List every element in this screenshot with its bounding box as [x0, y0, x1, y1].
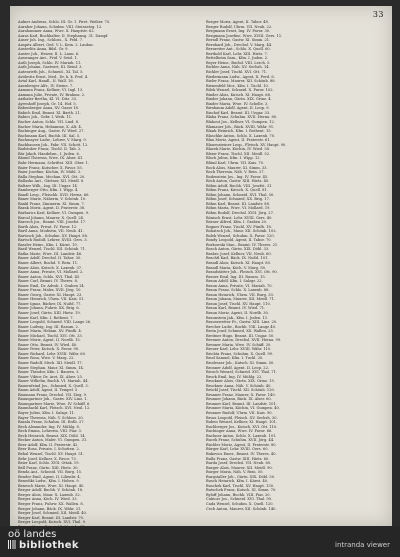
directory-entry: Brausewetter Fr., Gastw. XIII. Linz. 20. [206, 320, 278, 325]
directory-entry: Brunner Franz, Maurer, X. Favor. 140. [206, 392, 276, 397]
directory-entry: Autenrieth Joh., Schneid., XI. Tal. 5. [18, 70, 84, 75]
directory-entry: Bock Theresia, Näh. V. Rein. 27. [206, 170, 265, 175]
directory-entry: Biedermann Ludw., Agent, II. Ferd. 6. [206, 74, 275, 79]
directory-entry: Aurahammer Anna, Wwe. X. Hauptstr. 62. [18, 29, 95, 34]
directory-entry: Berger Anna, Köch. IV. Wied. 33. [18, 497, 78, 502]
directory-entry: Brückl Josef, Tischl. XII. Schönb. 120. [206, 388, 275, 393]
directory-entry: Braun Josef, Tischl. XV. Haupt. 110. [206, 301, 271, 306]
directory-entry: Börner Alfred, Kfm. I. Graben 20. [206, 220, 268, 225]
directory-entry: Breitner Hugo, Beamt. III. Ungar. 50. [206, 333, 275, 338]
directory-entry: Bachmann Karl, Buchb. III. Sal. 5. [18, 133, 81, 138]
directory-entry: Bauer Peter, Kutsch. X. Favor. 90. [18, 347, 80, 352]
directory-entry: Bauer Ignaz, Bäcker, IX. Nußd. 77. [18, 301, 82, 306]
directory-entry: Barak Moriz, Agent, II. Praterstr. 38. [18, 206, 86, 211]
directory-entry: Brenner Maria, Wwe. IV. Schäff. 20. [206, 342, 272, 347]
directory-entry: Bauernfeind Jos., Schmied, X. Quell. 3. [18, 383, 89, 388]
directory-entry: Braun Moriz, Agent, II. Nordb. 30. [206, 311, 269, 315]
logo-line1: oö landes [8, 529, 57, 540]
directory-entry: Blauensteiner Leop., Fleisch. XV. Haupt. 90. [206, 142, 287, 147]
directory-entry: Bachinger Aug., Gastw. IV. Wied. 27. [18, 129, 85, 134]
directory-entry: Berger Josef, Schmied, XII. Meidl. 40. [18, 511, 87, 516]
directory-entry: Austerlitz Anna, Bilsl. Gr. 9. [18, 47, 69, 52]
directory-entry: Bauer Rudolf, Mech. XII. Meidl. 17. [18, 361, 83, 366]
directory-entry: Auraber Johann, Schubm. VIII. Steinsetzg. 12. [18, 24, 103, 29]
directory-entry: Byloff Johann, Buchh. VIII. Piar. 20. [206, 492, 271, 497]
right-column [206, 20, 384, 511]
directory-entry: Ballasko Ant., Gärtner, XII. Meidl. 8. [18, 179, 85, 184]
directory-entry: Bauer Leopold, Schneid. VIII. Lange 26. [18, 320, 92, 325]
directory-entry: Bettelheim Sam., Kfm. I. Juden. 2. [206, 56, 269, 61]
scanned-page [10, 6, 392, 526]
directory-entry: Berndl Franz, Gastw. XI. Simm. 21. [206, 38, 271, 43]
logo-line2: bibliothek [8, 540, 79, 551]
directory-entry: Borkowski Stan., Beamt. IV. Theres. 21. [206, 242, 279, 247]
directory-entry: Bleier Franz, Tischl. XII. Meidl. 52. [206, 151, 271, 156]
directory-entry: Bichler Josef, Tischl. XVI. Ott. 71. [206, 70, 268, 75]
directory-entry: Behr Josef, Kellner, X. Favor. 73. [18, 456, 77, 461]
directory-entry: Berger Leopold, Kutsch. XVI. Thal. 9. [18, 520, 87, 525]
directory-entry: Braun Adolf, Kfm. I. Salzgr. 22. [206, 279, 263, 284]
directory-entry: Bauer Karl, Kfm. I. Rothent. 7. [18, 315, 74, 320]
directory-entry: Brenner Anton, Drechsl. XVII. Herna. 99. [206, 338, 282, 343]
directory-entry: Ayrenhoff Joseph, Gr. 14. Hof. 5. [18, 101, 77, 106]
directory-entry: Bauer Albert, Buchd. V. Rein. 11. [18, 260, 79, 265]
directory-entry: Bilek Wenzel, Schneid. X. Favor. 102. [206, 88, 274, 93]
directory-entry: Beck Heinrich, Beamt. XIX. Döbl. 14. [18, 433, 86, 438]
directory-entry: Berger Adolf, Buchb. V. Schönb. 18. [18, 488, 84, 493]
directory-entry: Bauer Carl, Beamt. IV. Theres. 8. [18, 279, 79, 284]
directory-entry: Bauer Otto, Beamt. IV. Wied. 40. [18, 342, 78, 347]
directory-entry: Burger Maria, Näh. V. Rein. 50. [206, 470, 264, 475]
directory-entry: Buschek Karl, Tischl. XV. Haupt. 130. [206, 483, 275, 488]
directory-entry: Beyer Heinr., Buchd. VIII. Lerch. 5. [206, 60, 271, 65]
directory-entry: Binder Maria, Wwe. IV. Schelle. 3. [206, 101, 269, 106]
directory-entry: Aulner Andreas, Schlo. III. Gr. 1. Piret. Weiber. 70. [18, 20, 111, 24]
directory-entry: Butschek Franz, Kutsch. XI. Simm. 70. [206, 488, 277, 493]
directory-entry: Bruck Emil, Ing. IV. Mühlg. 22. [206, 374, 263, 379]
directory-entry: Blamauer Joh., Bäck. XVIII. Währ. 91. [206, 124, 275, 129]
directory-entry: Breuer Karl, Lehr. XVIII. Währ. 110. [206, 347, 272, 352]
directory-entry: Babics Joh., Gebr. I. Weih. 11. [18, 115, 73, 120]
directory-entry: Bernreiter Ant., Schlo. X. Quell. 60. [206, 47, 271, 52]
directory-entry: Baner Marie, Näherin, V. Schönb. 10. [18, 197, 87, 202]
directory-entry: Baumann Franz, Drechsl. VII. Zieg. 9. [18, 392, 88, 397]
directory-entry: Bauer Ludwig, Ing. III. Rasum. 2. [18, 324, 79, 329]
directory-entry: Barbarics Karl, Kellner, VI. Gumpen. 9. [18, 210, 90, 215]
directory-entry: Bär Jakob, Handelsm., I. Juden. 6. [18, 151, 80, 156]
directory-entry: Böck Anton, Gastw. XIII. Hietz. 40. [206, 179, 270, 184]
left-column [18, 20, 196, 529]
directory-entry: Axmann Franz, Kellner, VI. Ingl. 13. [18, 88, 84, 93]
directory-entry: Baier Franz, Kutscher, X. Favor. 55. [18, 165, 83, 170]
directory-entry: Beck Alexander, Ing. IV. Mühlg. 8. [18, 424, 80, 429]
directory-entry: Babich Emil, Beamt. XI. Barth. 21. [18, 110, 81, 115]
directory-entry: Braun Heinrich, Uhrm. VII. Burg. 33. [206, 292, 274, 297]
directory-entry: Berger Rudolf, Uhrm. VII. Neub. 22. [206, 24, 273, 29]
directory-entry: Bassler Heinr., Kfm. I. Kärnt. 19. [18, 242, 78, 247]
directory-entry: Bacher Anton, Schlo. VII. Lind. 8. [18, 120, 80, 125]
directory-entry: Binder Alois, Kutsch. XI. Haupt. 66. [206, 92, 271, 97]
directory-entry: Blank Heinrich, Kfm. I. Rothent. 15. [206, 129, 272, 134]
directory-entry: Bamberger Otto, Kfm. I. Wipp. 4. [18, 188, 79, 193]
directory-entry: Busch Heinrich, Kfm. I. Kärnt. 40. [206, 479, 269, 484]
directory-entry: Berger Karl, Beamt. III. Landstr. 70. [18, 515, 85, 520]
directory-entry: Bastl Wenzel, Tischl. XII. Schönb. 71. [18, 247, 87, 252]
directory-entry: Bruckner Alois, Gärtn. XIX. Grinz. 15. [206, 379, 275, 384]
directory-entry: Cada Wenzel, Schuhm. X. Quell. 120. [206, 501, 274, 506]
directory-entry: Babenberger Anna, XV. Gasse 18. [18, 106, 80, 111]
directory-entry: Beier Karl, Schlo. XVII. Ottak. 19. [18, 461, 80, 466]
directory-entry: Beer Adolf, Kfm. II. Praterstr. 42. [18, 442, 79, 447]
directory-entry: Bauer Theodor, Kfm. I. Bauern. 3. [18, 370, 80, 375]
directory-entry: Blaschke Anton, Schlo. X. Laxenb. 70. [206, 133, 276, 138]
directory-entry: Burger Alois, Maurer, XII. Meidl. 90. [206, 465, 273, 470]
directory-entry: Bauer Anna, Private, VI. Mollard. 2. [18, 270, 84, 275]
directory-entry: Barth Alois, Privat. IV. Favor. 12. [18, 224, 78, 229]
directory-entry: Buchner Anton, Schlo. X. Laxenb. 101. [206, 433, 277, 438]
directory-entry: Bauer Adolf, Drechsl. II. Tabor. 30. [18, 256, 82, 261]
directory-entry: Brod Samuel, Kfm. I. Tuchl. 20. [206, 356, 264, 361]
directory-entry: Buben Wenzel, Kellner, XI. Haupt. 101. [206, 420, 278, 425]
directory-entry: Bauer Stephan, Maur. XI. Simm. 14. [18, 365, 84, 370]
directory-entry: Brunner Karl, Beamt. III. Landstr. 101. [206, 401, 277, 406]
directory-entry: Blaha Franz, Schuhm. XVII. Herna. 80. [206, 115, 278, 120]
directory-entry: Bartsch Rudolf, Lehrer, XVIII. Gers. 3. [18, 238, 88, 243]
directory-entry: Burda Josef, Drechsl. VII. Neub. 80. [206, 461, 272, 466]
directory-entry: Braun Johann, Maurer, XII. Meidl. 71. [206, 297, 275, 302]
directory-entry: Brunner Johann, Bäck. IX. Alser. 60. [206, 397, 272, 402]
directory-entry: Bauer Johann, Fuhrw. XX. Brig. 6. [18, 306, 80, 311]
directory-entry: Berger Alois, Maur. X. Laxenb. 52. [18, 492, 81, 497]
directory-entry: Baumgartner Joh., Gastw. XIV. Linz. 1. [18, 397, 88, 402]
directory-entry: Brunner Rudolf, Uhrm. VII. Kais. 90. [206, 411, 273, 416]
directory-entry: Bürger Karl, Lehr. XVIII. Gers. 60. [206, 447, 269, 452]
directory-entry: Bock Alois, Maurer, XI. Simm. 33. [206, 165, 268, 170]
directory-entry: Berger Johann, Bäck. IX. Währ. 21. [18, 506, 82, 511]
directory-entry: Baresch Jos., Beamt. VIII. Josefst. 17. [18, 220, 87, 225]
directory-entry: Birnbaum Adolf, Agent, II. Leop. 9. [206, 106, 270, 111]
directory-entry: Behal Wenzel, Tischl. XV. Haupt. 51. [18, 451, 85, 456]
directory-entry: Brauer Emil, Ing. III. Rasum. 15. [206, 274, 266, 279]
directory-entry: Bauer Viktor, Dr. Arzt, IX. Alser. 25. [18, 374, 83, 379]
directory-entry: Blazek Marie, Köchin, IV. Wied. 58. [206, 147, 271, 152]
directory-entry: Bronner Adolf, Agent, II. Leop. 22. [206, 365, 270, 370]
directory-entry: Avidovitz Ernst, Med., Dr. k. k. Prof. 4. [18, 74, 89, 79]
directory-entry: Bacher Maria, Hebamme, X. Alt. 4. [18, 124, 82, 129]
directory-entry: Berger Moriz, Agent, II. Tabor. 48. [206, 20, 269, 24]
directory-entry: Axenberger Alfr., IV. Steine. 7. [18, 83, 74, 88]
directory-entry: Bauer Rosa, Wwe. V. Marg. 22. [18, 356, 75, 361]
directory-entry: Brodesser Joh., Kutsch. XI. Simm. 50. [206, 361, 275, 366]
directory-entry: Braunstein Jak., Kfm. I. Juden. 11. [206, 315, 269, 320]
directory-entry: Bauer Richard, Lehr. XVIII. Währ. 60. [18, 351, 87, 356]
directory-entry: Bauer Franz, Maler, XVII. Jörg. 10. [18, 288, 82, 293]
directory-entry: Bondy Leopold, Agent, II. Tabor. 70. [206, 238, 272, 243]
directory-entry: Axthaler Bertha, Kl. VI. Ditz. 33. [18, 97, 78, 102]
directory-entry: Auras Karl, Buchhalter, II. Stephansg. 31. Dampf. [18, 33, 109, 38]
directory-entry: Brachtl Karl, Bäck. IX. Nußd. 101. [206, 256, 269, 261]
directory-entry: Bauer Emil, Dr. Advok. I. Graben 14. [18, 283, 85, 288]
directory-entry: Auster Joh., Heizer, II. L. Laun. 6. [18, 51, 80, 56]
directory-entry: Bauer Maria, Hebam. XV. Fünfh. 4. [18, 329, 82, 334]
directory-entry: Böhm Maria, Wwe. VI. Mollard. 19. [206, 206, 271, 211]
directory-entry: Brandstätter Joh., Fleisch. XVI. Ott. 90. [206, 270, 278, 275]
directory-entry: Bauer Michael, Tischl. XVI. Ott. 33. [18, 333, 83, 338]
viewer-label[interactable]: intranda viewer [335, 541, 390, 549]
directory-entry: Blau Moriz, Agent, II. Praterstr. 61. [206, 138, 271, 143]
directory-entry: Brosch Wenzel, Schneid. XVI. Thal. 71. [206, 370, 277, 375]
directory-entry: Backhausen Joh., Fabr. VII. Schott. 12. [18, 142, 89, 147]
directory-entry: Bodenstein Jos., Ing. IV. Favor. 45. [206, 174, 269, 179]
directory-entry: Batka Marie, Wwe. III. Landstr. 46. [18, 251, 83, 256]
directory-entry: Baier Josefine, Köchin, IV. Mühl. 3. [18, 170, 82, 175]
directory-entry: Bernhard Joh., Drechsl. V. Marg. 44. [206, 42, 273, 47]
directory-entry: Baumhackl Karl, Fleisch. XVI. Neul. 12. [18, 406, 91, 411]
logo-bars-icon [8, 540, 17, 549]
directory-entry: Bichler Anna, Näh. XV. Sechsh. 14. [206, 65, 270, 70]
directory-entry: Bachmayer Ludw., Lehrer, V. Marg. 9. [18, 138, 87, 143]
directory-entry: Brunner Maria, Köchin, VI. Gumpen. 40. [206, 406, 280, 411]
directory-entry: Benesch Marie, Wwe. XI. Haupt. 40. [18, 483, 85, 488]
directory-entry: Becker Anton, Maler, VI. Gumpen. 31. [18, 438, 88, 443]
directory-entry: Bartl Anna, Modistin, VII. Neub. 41. [18, 229, 84, 234]
directory-entry: Benda Ant., Schneid. VII. Burg. 15. [18, 470, 83, 475]
directory-entry: Cech Anton, Maurer, XII. Schönb. 140. [206, 506, 277, 511]
directory-entry: Auspitz Albert, Ged. V. L. Kein. 2. Laubac. [18, 42, 95, 47]
directory-entry: Auth Johann, Gastwirt, III. Reinf. 3. [18, 65, 83, 70]
directory-entry: Burgstaller Joh., Gärtn. XIX. Döbl. 50. [206, 474, 276, 479]
directory-entry: Berger Franz, Fuhrw. XX. Wallen. 8. [18, 501, 84, 506]
directory-entry: Bönisch Ernst, Lehr. XVIII. Gers. 40. [206, 215, 273, 220]
directory-entry: Bosch Anton, Gärtn. XIX. Döbl. 33. [206, 247, 270, 252]
directory-entry: Brandl Maria, Köch. V. Marg. 58. [206, 265, 266, 270]
directory-entry: Bauer Heinrich, Uhrm. VII. Kais. 51. [18, 297, 85, 302]
directory-entry: Blahout Jos., Kellner, VI. Gumpen. 12. [206, 120, 275, 125]
directory-entry: Baltzer Wilh., Ing. III. Ungar. 14. [18, 183, 78, 188]
directory-entry: Blüml Karl, Uhrm. VII. Kais. 70. [206, 160, 265, 165]
directory-entry: Böhm Adolf, Buchh. VIII. Josefst. 31. [206, 183, 273, 188]
directory-entry: Auser Joh. Ing., Schloss., X. Feld. 7. [18, 38, 84, 43]
directory-entry: Buchberger Jos., Kutsch. XVI. Ott. 110. [206, 424, 278, 429]
directory-entry: Bucek Franz, Schuhm. XVII. Jörg. 44. [206, 438, 275, 443]
directory-entry: Bolek Wenzel, Schuhm. X. Favor. 120. [206, 233, 275, 238]
directory-entry: Brecher Ludw., Buchb. VIII. Lange 40. [206, 324, 277, 329]
directory-entry: Bandl Leop., Fleischh. XVII. Herna. 66. [18, 192, 90, 197]
directory-entry: Avtal Karl, Handl., II. Wall. 16. [18, 79, 74, 84]
directory-entry: Bukovics Emer., Beamt. IV. Theres. 40. [206, 451, 277, 456]
directory-entry: Balla Stephan, Mechan. XVI. Ott. 20. [18, 174, 86, 179]
directory-entry: Bloch Julius, Kfm. I. Wipp. 12. [206, 156, 261, 161]
directory-entry: Bauer Moriz, Agent, II. Nordb. 15. [18, 338, 81, 343]
directory-entry: Bahr Hermann, Schriftst. XIII. Ober. 1. [18, 160, 89, 165]
directory-entry: Bohatsch Joh., Maur. XII. Schönb. 102. [206, 229, 277, 234]
directory-entry: Auswanger Ant., Frid. V. Seisl. 1. [18, 56, 78, 61]
directory-entry: Bogner Franz, Tischl. XV. Fünfh. 18. [206, 224, 272, 229]
directory-entry: Braun Franz, Schlo. X. Laxenb. 88. [206, 288, 270, 293]
directory-entry: Brabec Josef, Kellner, VII. Neub. 60. [206, 251, 272, 256]
directory-entry: Bell Franz, Gärtn. XIII. Hietz. 30. [18, 465, 79, 470]
directory-entry: Benedikt Ludw., Kfm. I. Hohen. 9. [18, 479, 80, 484]
directory-entry: Bayer Theresia, Näh. V. Schloss. 20. [18, 415, 84, 420]
directory-entry: Barcal Johann, Maurer, X. Quell. 24. [18, 215, 85, 220]
directory-entry: Bauer Josef, Gärtn. XIII. Hietz. 19. [18, 311, 81, 315]
directory-entry: Bender Emil, Agent, II. Lilienbr. 4. [18, 474, 81, 479]
directory-entry: Böhm Johann, Schneid. XVI. Thal. 50. [206, 192, 275, 197]
directory-entry: Braun Anna, Private, VI. Mariah. 70. [206, 283, 273, 288]
directory-entry: Bergmann Josefine, Wwe. XVIII. Gers. 11. [206, 33, 283, 38]
directory-entry: Bienenfeld Mor., Kfm. I. Tuchl. 10. [206, 83, 269, 88]
directory-entry: Bauer Georg, Gastw. XI. Haupt. 23. [18, 292, 83, 297]
directory-entry: Bauer Wilhelm, Buchh. VI. Mariah. 44. [18, 379, 89, 384]
directory-entry: Bischof Karl, Beamt. III. Ungar. 33. [206, 110, 271, 115]
directory-entry: Büchler Moriz, Agent, II. Praterstr. 80. [206, 442, 277, 447]
directory-entry: Böhm Josef, Schmied, XX. Brig. 17. [206, 197, 270, 202]
directory-entry: Brichta Franz, Schuhm. X. Quell. 99. [206, 351, 274, 356]
directory-entry: Bulla Franz, Gastw. XIII. Hietz. 60. [206, 456, 270, 461]
directory-entry: Bazala Franz, Schuhm. III. Erdb. 27. [18, 420, 85, 425]
page-number: 33 [372, 10, 384, 19]
directory-entry: Bruss Leopold, Fleisch. XV. Sechsh. 30. [206, 415, 278, 420]
library-logo[interactable] [8, 529, 79, 551]
directory-entry: Braun Karl, Beamt. IV. Wied. 71. [206, 306, 266, 311]
directory-entry: Bankl Franz, Zimmerm. XI. Simm. 7. [18, 201, 85, 206]
directory-entry: Beer Rosa, Private, I. Schotten. 2. [18, 447, 80, 452]
directory-entry: Berthold Karl, Lehr. XIII. Hietz. 7. [206, 51, 268, 56]
directory-entry: Auth Joseph, Schlo. IV. Mariah. 11. [18, 60, 82, 65]
directory-entry: Binder Johann, Gärtn. XIX. Grinz. 4. [206, 97, 272, 102]
directory-entry: Bäuml Theresia, Wwe. IX. Alser. 41. [18, 156, 84, 161]
directory-entry: Bruckner Anna, Näh. V. Schönb. 40. [206, 383, 272, 388]
directory-entry: Brein Josef, Schmied, XX. Wallen. 25. [206, 329, 274, 334]
directory-entry: Brandl Alois, Kutsch. XI. Haupt. 80. [206, 260, 272, 265]
directory-entry: Böhm Karl, Beamt. III. Landstr. 88. [206, 201, 270, 206]
directory-entry: Bergmann Ernst, Ing. IV. Favor. 30. [206, 29, 271, 34]
directory-entry: Bayer Julius, Kfm. I. Salzgr. 11. [18, 411, 75, 416]
directory-entry: Bauer Anton, Schlo. XVI. Thal. 45. [18, 274, 81, 279]
directory-entry: Beck Emma, Lehrerin, VIII. Piar. 3. [18, 429, 82, 434]
directory-entry: Baumgartner Marie, Wwe. IV. Schäff. 6. [18, 401, 91, 406]
directory-entry: Buchinger Anna, Wwe. IV. Favor. 66. [206, 429, 273, 434]
directory-entry: Bauer Alois, Kutsch. X. Laxenb. 37. [18, 265, 83, 270]
directory-entry: Bieler Franz, Maurer, XII. Schönb. 88. [206, 79, 276, 84]
directory-entry: Badstuber Franz, Tischl. II. Tab. 2. [18, 147, 82, 152]
directory-entry: Cabicar Jos., Schneid. XVI. Thal. 90. [206, 497, 273, 502]
directory-entry: Böhm Rudolf, Drechsl. XVII. Jörg. 27. [206, 210, 275, 215]
directory-entry: Böhm Franz, Kutsch. X. Quell. 81. [206, 188, 268, 193]
directory-entry: Axmann Julie, Private, IV. Brahms. 2. [18, 92, 86, 97]
directory-entry: Bartosch Joh., Schuhm. XV. Haupt. 88. [18, 233, 89, 238]
directory-entry: Baum Adolf, Agent, II. Tempel. 5. [18, 388, 79, 393]
